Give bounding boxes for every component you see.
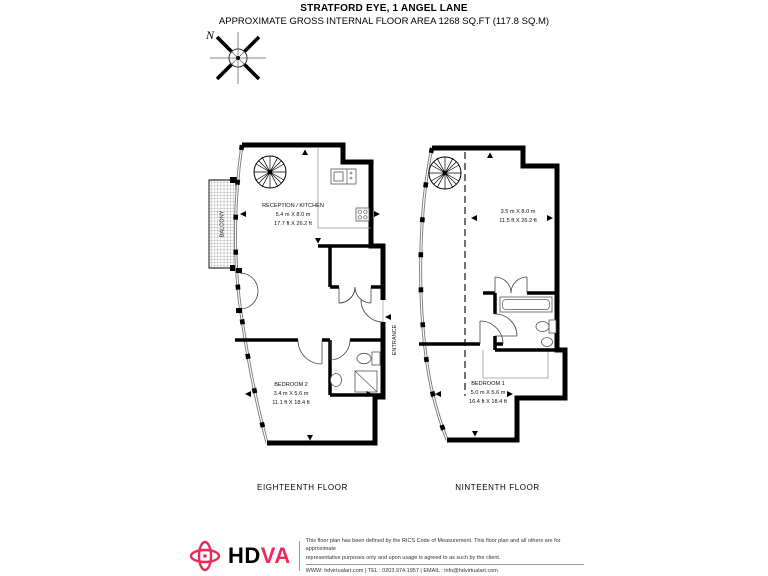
bathroom (500, 297, 556, 347)
outer-walls (242, 145, 383, 443)
kitchen-hob (356, 208, 369, 221)
reception-kitchen-imperial: 17.7 ft X 26.2 ft (274, 221, 312, 227)
doors (236, 268, 383, 364)
footer-divider (299, 541, 300, 571)
footer-contact: WWW: hdvirtualart.com | TEL : 0203.974.1957 | EMAIL : info@hdvirtualart.com (306, 564, 584, 575)
spiral-staircase (254, 156, 286, 188)
spiral-staircase (429, 157, 461, 189)
bedroom2-metric: 3.4 m X 5.6 m (273, 391, 309, 397)
wardrobe-outline (483, 350, 548, 378)
curved-window-wall (235, 145, 267, 443)
kitchen-sink-unit (331, 169, 356, 184)
bedroom2-imperial: 11.1 ft X 18.4 ft (272, 400, 310, 406)
page-subtitle: APPROXIMATE GROSS INTERNAL FLOOR AREA 1268 SQ.FT (117.8 SQ.M) (218, 16, 550, 27)
shower (355, 371, 377, 392)
hdva-logo-text (228, 545, 291, 567)
compass-star (210, 32, 266, 84)
compass-north-label: N (206, 28, 215, 42)
bathroom-sink (331, 374, 342, 387)
curved-window-wall (421, 148, 447, 440)
entrance-label: ENTRANCE (392, 324, 398, 356)
compass-rose (198, 26, 274, 84)
bathroom-sink (542, 338, 553, 347)
page-title: STRATFORD EYE, 1 ANGEL LANE (300, 3, 468, 14)
footer (188, 537, 584, 575)
footer-disclaimer (306, 537, 584, 575)
balcony-label: BALCONY (219, 210, 226, 238)
upper-room-imperial: 11.5 ft X 26.2 ft (499, 218, 537, 224)
eighteenth-floor-label: EIGHTEENTH FLOOR (257, 483, 348, 492)
nineteenth-floor-label: NINTEENTH FLOOR (455, 483, 540, 492)
toilet (357, 352, 380, 365)
toilet (536, 320, 556, 333)
disclaimer-line1: This floor plan has been defined by the RICS Code of Measurement. This floor plan and all others are for approximate (305, 538, 561, 553)
floorplan-eighteenth (195, 128, 410, 468)
bedroom1-name: BEDROOM 1 (471, 381, 505, 387)
bedroom1-metric: 5.0 m X 5.6 m (470, 390, 506, 396)
balcony (209, 177, 238, 271)
logo-hd: HD (228, 543, 261, 568)
reception-kitchen-metric: 5.4 m X 8.0 m (275, 212, 311, 218)
logo-va: VA (260, 543, 291, 568)
hdva-logo (188, 538, 291, 574)
disclaimer-line2: representative purposes only and upon usage is agreed to as such by the client. (305, 554, 501, 561)
reception-kitchen-name: RECEPTION / KITCHEN (262, 203, 324, 209)
dimension-arrows (240, 150, 391, 441)
upper-room-metric: 3.5 m X 8.0 m (500, 209, 536, 215)
floorplan-nineteenth (405, 128, 590, 468)
bedroom1-imperial: 16.4 ft X 18.4 ft (469, 399, 507, 405)
bathtub (500, 297, 552, 312)
bedroom2-name: BEDROOM 2 (274, 382, 308, 388)
hdva-atom-icon (188, 538, 224, 574)
